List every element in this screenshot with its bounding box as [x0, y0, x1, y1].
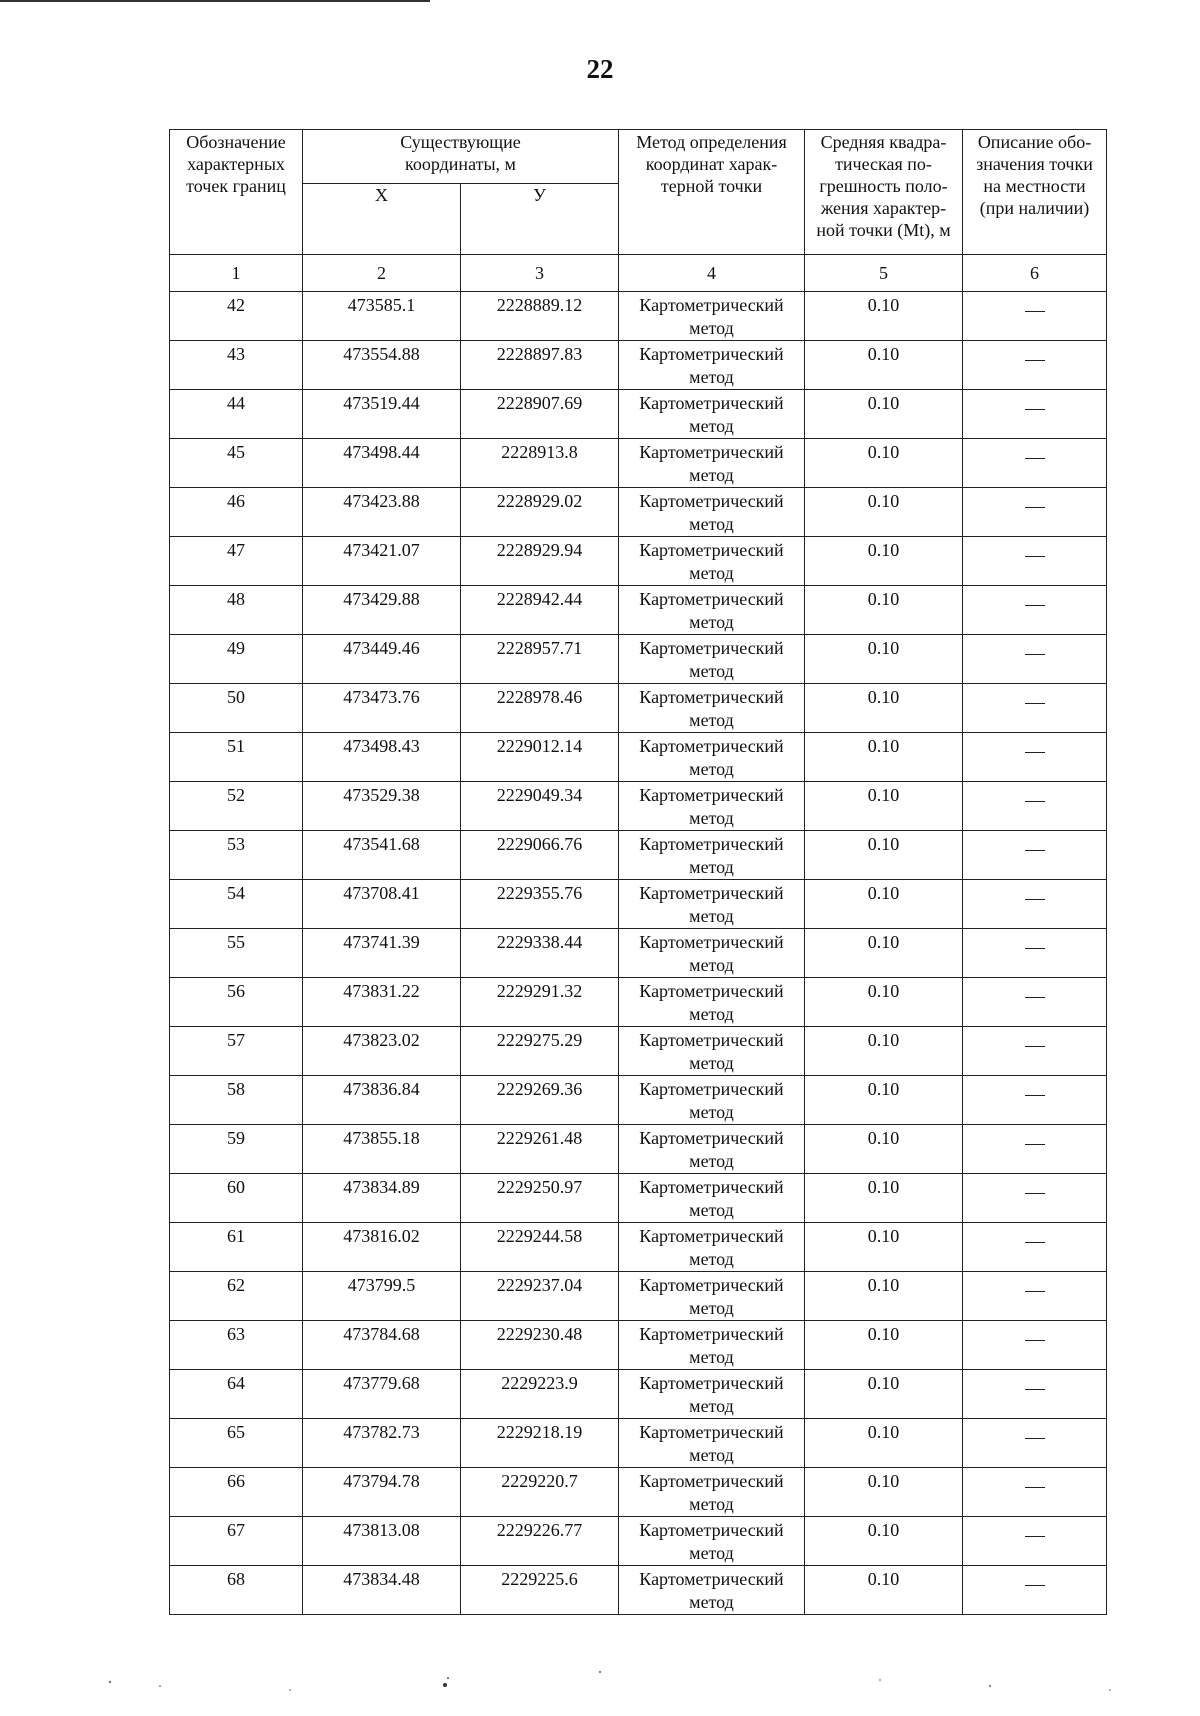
y-coordinate-cell: 2228929.94 [461, 537, 619, 586]
description-cell [963, 978, 1107, 1027]
table-row [170, 1076, 1107, 1125]
x-coordinate-cell: 473823.02 [303, 1027, 461, 1076]
table-header [170, 130, 1107, 292]
y-coordinate-cell: 2228929.02 [461, 488, 619, 537]
description-cell [963, 1223, 1107, 1272]
y-coordinate-cell: 2228913.8 [461, 439, 619, 488]
point-cell: 47 [170, 537, 303, 586]
y-coordinate-cell: 2229275.29 [461, 1027, 619, 1076]
y-coordinate-cell: 2229226.77 [461, 1517, 619, 1566]
dash-mark [1025, 556, 1045, 557]
mean-error-cell: 0.10 [805, 782, 963, 831]
method-cell: Картометрический метод [619, 733, 805, 782]
x-coordinate-cell: 473779.68 [303, 1370, 461, 1419]
description-cell [963, 635, 1107, 684]
mean-error-cell: 0.10 [805, 586, 963, 635]
description-cell [963, 1321, 1107, 1370]
header-point-designation: Обозначение характерных точек границ [170, 130, 303, 255]
point-cell: 52 [170, 782, 303, 831]
method-cell: Картометрический метод [619, 439, 805, 488]
dash-mark [1025, 997, 1045, 998]
method-cell: Картометрический метод [619, 341, 805, 390]
mean-error-cell: 0.10 [805, 341, 963, 390]
method-cell: Картометрический метод [619, 488, 805, 537]
description-cell [963, 733, 1107, 782]
description-cell [963, 1272, 1107, 1321]
y-coordinate-cell: 2229223.9 [461, 1370, 619, 1419]
x-coordinate-cell: 473554.88 [303, 341, 461, 390]
y-coordinate-cell: 2228889.12 [461, 292, 619, 341]
table-row [170, 341, 1107, 390]
x-coordinate-cell: 473784.68 [303, 1321, 461, 1370]
point-cell: 58 [170, 1076, 303, 1125]
point-cell: 45 [170, 439, 303, 488]
method-cell: Картометрический метод [619, 292, 805, 341]
y-coordinate-cell: 2229225.6 [461, 1566, 619, 1615]
point-cell: 59 [170, 1125, 303, 1174]
x-coordinate-cell: 473421.07 [303, 537, 461, 586]
description-cell [963, 1370, 1107, 1419]
dash-mark [1025, 1487, 1045, 1488]
mean-error-cell: 0.10 [805, 1076, 963, 1125]
mean-error-cell: 0.10 [805, 880, 963, 929]
dash-mark [1025, 605, 1045, 606]
mean-error-cell: 0.10 [805, 1174, 963, 1223]
method-cell: Картометрический метод [619, 1566, 805, 1615]
method-cell: Картометрический метод [619, 1517, 805, 1566]
table-row [170, 635, 1107, 684]
scan-specks [0, 1660, 1200, 1700]
page-number: 22 [586, 54, 614, 84]
point-cell: 46 [170, 488, 303, 537]
method-cell: Картометрический метод [619, 586, 805, 635]
dash-mark [1025, 1095, 1045, 1096]
dash-mark [1025, 409, 1045, 410]
table-row [170, 1370, 1107, 1419]
y-coordinate-cell: 2229355.76 [461, 880, 619, 929]
table-row [170, 1419, 1107, 1468]
description-cell [963, 1517, 1107, 1566]
description-cell [963, 782, 1107, 831]
dash-mark [1025, 801, 1045, 802]
dash-mark [1025, 1585, 1045, 1586]
point-cell: 57 [170, 1027, 303, 1076]
point-cell: 55 [170, 929, 303, 978]
x-coordinate-cell: 473799.5 [303, 1272, 461, 1321]
dash-mark [1025, 1291, 1045, 1292]
description-cell [963, 1468, 1107, 1517]
y-coordinate-cell: 2229291.32 [461, 978, 619, 1027]
column-number: 5 [805, 255, 963, 292]
table-row [170, 1272, 1107, 1321]
table-row [170, 586, 1107, 635]
point-cell: 63 [170, 1321, 303, 1370]
method-cell: Картометрический метод [619, 635, 805, 684]
method-cell: Картометрический метод [619, 1370, 805, 1419]
mean-error-cell: 0.10 [805, 733, 963, 782]
dash-mark [1025, 507, 1045, 508]
mean-error-cell: 0.10 [805, 1419, 963, 1468]
y-coordinate-cell: 2229066.76 [461, 831, 619, 880]
method-cell: Картометрический метод [619, 782, 805, 831]
mean-error-cell: 0.10 [805, 635, 963, 684]
table-row [170, 1125, 1107, 1174]
point-cell: 62 [170, 1272, 303, 1321]
dash-mark [1025, 1438, 1045, 1439]
description-cell [963, 929, 1107, 978]
description-cell [963, 1076, 1107, 1125]
mean-error-cell: 0.10 [805, 292, 963, 341]
dash-mark [1025, 1193, 1045, 1194]
y-coordinate-cell: 2229237.04 [461, 1272, 619, 1321]
description-cell [963, 684, 1107, 733]
y-coordinate-cell: 2229218.19 [461, 1419, 619, 1468]
table-row [170, 439, 1107, 488]
description-cell [963, 1027, 1107, 1076]
method-cell: Картометрический метод [619, 1125, 805, 1174]
x-coordinate-cell: 473519.44 [303, 390, 461, 439]
mean-error-cell: 0.10 [805, 929, 963, 978]
table-body [170, 292, 1107, 1615]
y-coordinate-cell: 2228907.69 [461, 390, 619, 439]
point-cell: 42 [170, 292, 303, 341]
table-row [170, 880, 1107, 929]
dash-mark [1025, 1340, 1045, 1341]
description-cell [963, 1174, 1107, 1223]
dash-mark [1025, 1389, 1045, 1390]
table-row [170, 929, 1107, 978]
description-cell [963, 880, 1107, 929]
x-coordinate-cell: 473498.44 [303, 439, 461, 488]
method-cell: Картометрический метод [619, 1321, 805, 1370]
method-cell: Картометрический метод [619, 831, 805, 880]
point-cell: 68 [170, 1566, 303, 1615]
description-cell [963, 488, 1107, 537]
dash-mark [1025, 1046, 1045, 1047]
dash-mark [1025, 1536, 1045, 1537]
mean-error-cell: 0.10 [805, 537, 963, 586]
mean-error-cell: 0.10 [805, 978, 963, 1027]
mean-error-cell: 0.10 [805, 1566, 963, 1615]
dash-mark [1025, 1144, 1045, 1145]
header-existing-coordinates: Существующие координаты, м [303, 130, 619, 184]
x-coordinate-cell: 473836.84 [303, 1076, 461, 1125]
x-coordinate-cell: 473498.43 [303, 733, 461, 782]
method-cell: Картометрический метод [619, 929, 805, 978]
y-coordinate-cell: 2229250.97 [461, 1174, 619, 1223]
column-number-row [170, 255, 1107, 292]
point-cell: 53 [170, 831, 303, 880]
header-description: Описание обо- значения точки на местности (при наличии) [963, 130, 1107, 255]
method-cell: Картометрический метод [619, 1272, 805, 1321]
table-row [170, 537, 1107, 586]
description-cell [963, 292, 1107, 341]
dash-mark [1025, 654, 1045, 655]
mean-error-cell: 0.10 [805, 1321, 963, 1370]
table-row [170, 831, 1107, 880]
dash-mark [1025, 703, 1045, 704]
method-cell: Картометрический метод [619, 880, 805, 929]
x-coordinate-cell: 473529.38 [303, 782, 461, 831]
table-row [170, 684, 1107, 733]
y-coordinate-cell: 2229230.48 [461, 1321, 619, 1370]
table-row [170, 1468, 1107, 1517]
point-cell: 51 [170, 733, 303, 782]
x-coordinate-cell: 473834.89 [303, 1174, 461, 1223]
x-coordinate-cell: 473816.02 [303, 1223, 461, 1272]
dash-mark [1025, 311, 1045, 312]
method-cell: Картометрический метод [619, 1419, 805, 1468]
y-coordinate-cell: 2229220.7 [461, 1468, 619, 1517]
table-row [170, 733, 1107, 782]
y-coordinate-cell: 2229261.48 [461, 1125, 619, 1174]
dash-mark [1025, 899, 1045, 900]
table-row [170, 1027, 1107, 1076]
column-number: 2 [303, 255, 461, 292]
x-coordinate-cell: 473794.78 [303, 1468, 461, 1517]
mean-error-cell: 0.10 [805, 439, 963, 488]
description-cell [963, 341, 1107, 390]
x-coordinate-cell: 473708.41 [303, 880, 461, 929]
point-cell: 56 [170, 978, 303, 1027]
point-cell: 60 [170, 1174, 303, 1223]
method-cell: Картометрический метод [619, 1174, 805, 1223]
table-row [170, 782, 1107, 831]
mean-error-cell: 0.10 [805, 1517, 963, 1566]
point-cell: 65 [170, 1419, 303, 1468]
x-coordinate-cell: 473831.22 [303, 978, 461, 1027]
dash-mark [1025, 1242, 1045, 1243]
column-number: 6 [963, 255, 1107, 292]
x-coordinate-cell: 473855.18 [303, 1125, 461, 1174]
x-coordinate-cell: 473473.76 [303, 684, 461, 733]
header-mean-square-error: Средняя квадра- тическая по- грешность поло- жения характер- ной точки (Mt), м [805, 130, 963, 255]
description-cell [963, 1419, 1107, 1468]
method-cell: Картометрический метод [619, 978, 805, 1027]
table-row [170, 292, 1107, 341]
method-cell: Картометрический метод [619, 1027, 805, 1076]
y-coordinate-cell: 2229049.34 [461, 782, 619, 831]
x-coordinate-cell: 473741.39 [303, 929, 461, 978]
mean-error-cell: 0.10 [805, 1272, 963, 1321]
mean-error-cell: 0.10 [805, 390, 963, 439]
point-cell: 66 [170, 1468, 303, 1517]
column-number: 4 [619, 255, 805, 292]
description-cell [963, 1566, 1107, 1615]
column-number: 1 [170, 255, 303, 292]
x-coordinate-cell: 473541.68 [303, 831, 461, 880]
y-coordinate-cell: 2228897.83 [461, 341, 619, 390]
method-cell: Картометрический метод [619, 1076, 805, 1125]
dash-mark [1025, 752, 1045, 753]
top-scan-line [0, 0, 430, 2]
method-cell: Картометрический метод [619, 684, 805, 733]
table-row [170, 1517, 1107, 1566]
mean-error-cell: 0.10 [805, 1370, 963, 1419]
point-cell: 50 [170, 684, 303, 733]
method-cell: Картометрический метод [619, 1223, 805, 1272]
x-coordinate-cell: 473834.48 [303, 1566, 461, 1615]
y-coordinate-cell: 2228978.46 [461, 684, 619, 733]
point-cell: 67 [170, 1517, 303, 1566]
mean-error-cell: 0.10 [805, 1468, 963, 1517]
y-coordinate-cell: 2229012.14 [461, 733, 619, 782]
x-coordinate-cell: 473423.88 [303, 488, 461, 537]
mean-error-cell: 0.10 [805, 1125, 963, 1174]
y-coordinate-cell: 2229269.36 [461, 1076, 619, 1125]
y-coordinate-cell: 2229244.58 [461, 1223, 619, 1272]
table-row [170, 1174, 1107, 1223]
mean-error-cell: 0.10 [805, 1027, 963, 1076]
dash-mark [1025, 458, 1045, 459]
boundary-points-table [169, 129, 1107, 1615]
method-cell: Картометрический метод [619, 390, 805, 439]
y-coordinate-cell: 2228942.44 [461, 586, 619, 635]
header-x: Х [303, 184, 461, 255]
method-cell: Картометрический метод [619, 537, 805, 586]
point-cell: 61 [170, 1223, 303, 1272]
table-row [170, 390, 1107, 439]
point-cell: 43 [170, 341, 303, 390]
x-coordinate-cell: 473813.08 [303, 1517, 461, 1566]
mean-error-cell: 0.10 [805, 684, 963, 733]
description-cell [963, 537, 1107, 586]
point-cell: 49 [170, 635, 303, 684]
mean-error-cell: 0.10 [805, 831, 963, 880]
x-coordinate-cell: 473429.88 [303, 586, 461, 635]
point-cell: 64 [170, 1370, 303, 1419]
description-cell [963, 439, 1107, 488]
y-coordinate-cell: 2228957.71 [461, 635, 619, 684]
table-row [170, 1566, 1107, 1615]
header-method: Метод определения координат харак- терной точки [619, 130, 805, 255]
mean-error-cell: 0.10 [805, 1223, 963, 1272]
mean-error-cell: 0.10 [805, 488, 963, 537]
description-cell [963, 1125, 1107, 1174]
point-cell: 48 [170, 586, 303, 635]
method-cell: Картометрический метод [619, 1468, 805, 1517]
description-cell [963, 831, 1107, 880]
column-number: 3 [461, 255, 619, 292]
y-coordinate-cell: 2229338.44 [461, 929, 619, 978]
dash-mark [1025, 360, 1045, 361]
description-cell [963, 586, 1107, 635]
table-row [170, 978, 1107, 1027]
dash-mark [1025, 850, 1045, 851]
table-row [170, 1321, 1107, 1370]
x-coordinate-cell: 473585.1 [303, 292, 461, 341]
x-coordinate-cell: 473449.46 [303, 635, 461, 684]
dash-mark [1025, 948, 1045, 949]
description-cell [963, 390, 1107, 439]
point-cell: 54 [170, 880, 303, 929]
point-cell: 44 [170, 390, 303, 439]
table-row [170, 488, 1107, 537]
x-coordinate-cell: 473782.73 [303, 1419, 461, 1468]
header-y: У [461, 184, 619, 255]
table-row [170, 1223, 1107, 1272]
